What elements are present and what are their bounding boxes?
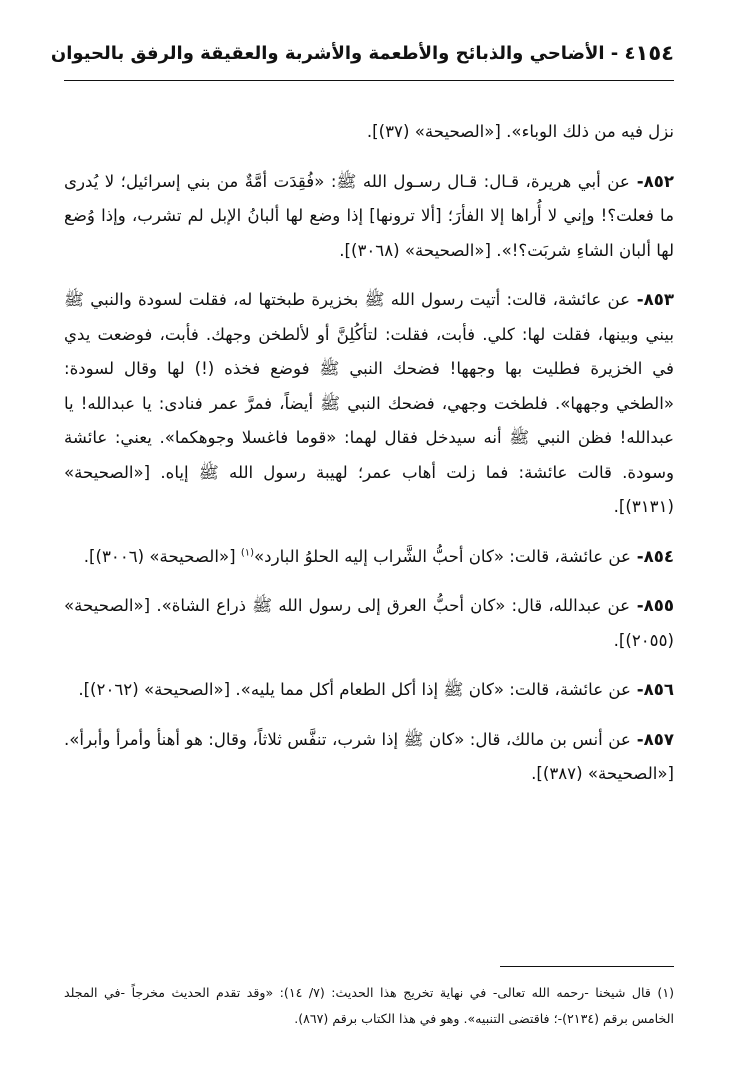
- paragraph-continuation: [64, 115, 674, 150]
- hadith-855: [64, 589, 674, 658]
- hadith-text: عن عائشة، قالت: «كان أحبُّ الشَّراب إليه الحلوُ البارد»: [254, 546, 631, 566]
- hadith-text: عن أنس بن مالك، قال: «كان ﷺ إذا شرب، تنفَّس ثلاثاً، وقال: هو أهنأ وأمرأ وأبرأ». [«الصحيحة» (٣٨٧)].: [64, 729, 674, 783]
- hadith-text: عن عائشة، قالت: «كان ﷺ إذا أكل الطعام أكل مما يليه». [«الصحيحة» (٢٠٦٢)].: [78, 680, 631, 699]
- hadith-852: [64, 165, 674, 269]
- hadith-856: [64, 673, 674, 708]
- hadith-text: عن عبدالله، قال: «كان أحبُّ العرق إلى رسول الله ﷺ ذراع الشاة». [«الصحيحة» (٢٠٥٥)].: [64, 596, 674, 650]
- page-header: [50, 28, 674, 78]
- main-text: [64, 115, 674, 807]
- footnote-1: (١) قال شيخنا -رحمه الله تعالى- في نهاية تخريج هذا الحديث: (٧/ ١٤): «وقد تقدم الحديث مخرجاً -في المجلد الخامس برقم (٢١٣٤)-؛ فاقتضى التنبيه». وهو في هذا الكتاب برقم (٨٦٧).: [64, 985, 675, 1026]
- hadith-number: ٨٥٥-: [630, 596, 674, 615]
- hadith-source: [«الصحيحة» (٣٠٠٦)].: [83, 546, 241, 566]
- hadith-853: [64, 283, 674, 525]
- footnote-divider: [500, 966, 674, 967]
- hadith-text: عن عائشة، قالت: أتيت رسول الله ﷺ بخزيرة طبختها له، فقلت لسودة والنبي ﷺ بيني وبينها، فقلت لها: كلي. فأبت، فقلت: لتأكُلِنَّ أو لألطخن وجهك. فأبت، فوضعت يدي في الخزيرة فطليت بها وجهها! فضحك النبي ﷺ فوضع فخذه (!) لها وقال لسودة: «الطخي وجهها». فلطخت وجهي، فضحك النبي ﷺ أيضاً، فمرَّ عمر فنادى: يا عبدالله! يا عبدالله! فظن النبي ﷺ أنه سيدخل فقال لهما: «قوما فاغسلا وجوهكما». يعني: عائشة وسودة. قالت عائشة: فما زلت أهاب عمر؛ لهيبة رسول الله ﷺ إياه. [«الصحيحة» (٣١٣١)].: [64, 290, 674, 516]
- footnote-marker[interactable]: (١): [240, 546, 255, 558]
- chapter-title: ٤ - الأضاحي والذبائح والأطعمة والأشربة والعقيقة والرفق بالحيوان: [50, 42, 636, 64]
- header-divider: [64, 80, 674, 81]
- hadith-text: عن أبي هريرة، قـال: قـال رسـول الله ﷺ: «فُقِدَت أمَّةٌ من بني إسرائيل؛ لا يُدرى ما فعلت؟! وإني لا أُراها إلا الفأرَ؛ [ألا ترونها] إذا وضع لها ألبانُ الإبل لم تشرب، وإذا وُضع لها ألبان الشاءِ شربَت؟!». [«الصحيحة» (٣٠٦٨)].: [64, 171, 674, 260]
- hadith-number: ٨٥٧-: [630, 729, 674, 749]
- hadith-number: ٨٥٤-: [630, 546, 674, 566]
- page-number: ١٥٤: [635, 41, 674, 65]
- hadith-number: ٨٥٢-: [629, 171, 674, 191]
- footnotes: [64, 980, 674, 1032]
- hadith-854: [64, 540, 674, 575]
- paragraph-text: نزل فيه من ذلك الوباء». [«الصحيحة» (٣٧)].: [366, 122, 674, 141]
- hadith-number: ٨٥٦-: [630, 680, 674, 699]
- hadith-857: [64, 723, 674, 792]
- hadith-number: ٨٥٣-: [630, 290, 674, 309]
